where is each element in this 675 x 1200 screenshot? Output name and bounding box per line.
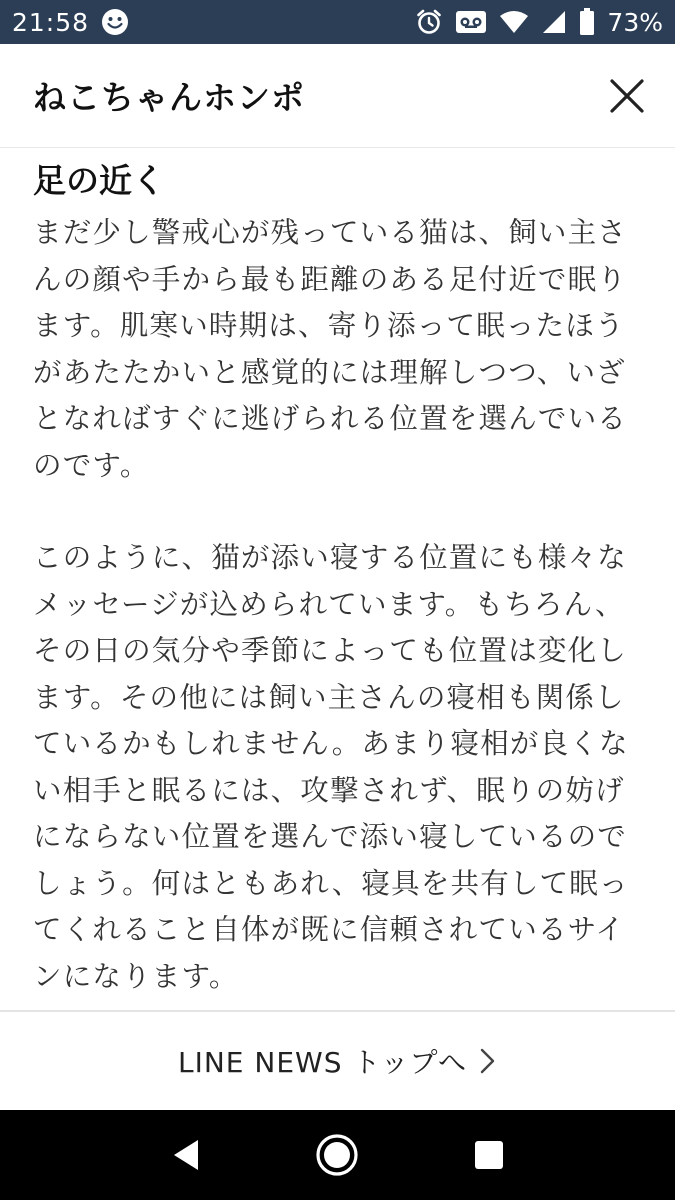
paragraph-spacer	[33, 489, 642, 535]
alarm-icon	[415, 8, 443, 36]
status-left	[12, 8, 129, 37]
close-button[interactable]	[607, 76, 647, 116]
recents-icon	[474, 1140, 504, 1170]
status-bar	[0, 0, 675, 44]
line-news-top-link[interactable]	[178, 1041, 497, 1081]
home-button[interactable]	[307, 1125, 367, 1185]
back-icon	[170, 1138, 202, 1172]
voicemail-icon	[455, 9, 487, 35]
close-icon	[609, 78, 645, 114]
recents-button[interactable]	[459, 1125, 519, 1185]
face-icon	[101, 8, 129, 36]
wifi-icon	[499, 10, 529, 34]
section-heading: 足の近く	[33, 161, 165, 200]
signal-icon	[541, 9, 567, 35]
article-paragraph-2: このように、猫が添い寝する位置にも様々なメッセージが込められています。もちろん、その日の気分や季節によっても位置は変化します。その他には飼い主さんの寝相も関係しているかもしれません。あまり寝相が良くない相手と眠るには、攻撃されず、眠りの妨げにならない位置を選んで添い寝しているのでしょう。何はともあれ、寝具を共有して眠ってくれること自体が既に信頼されているサインになります。	[33, 541, 629, 993]
battery-percent: 73%	[607, 7, 663, 37]
android-nav-bar	[0, 1110, 675, 1200]
status-time: 21:58	[12, 7, 90, 37]
status-right	[415, 8, 663, 37]
back-button[interactable]	[156, 1125, 216, 1185]
article-content[interactable]	[0, 148, 675, 1010]
battery-icon	[579, 8, 595, 36]
footer-link-label: LINE NEWS トップへ	[178, 1046, 467, 1079]
footer-nav	[0, 1010, 675, 1110]
chevron-right-icon	[479, 1047, 497, 1075]
app-header	[0, 44, 675, 148]
article-paragraph-1: まだ少し警戒心が残っている猫は、飼い主さんの顔や手から最も距離のある足付近で眠ります。肌寒い時期は、寄り添って眠ったほうがあたたかいと感覚的には理解しつつ、いざとなればすぐに逃げられる位置を選んでいるのです。	[33, 216, 628, 482]
home-icon	[315, 1133, 359, 1177]
page-title: ねこちゃんホンポ	[33, 78, 305, 117]
